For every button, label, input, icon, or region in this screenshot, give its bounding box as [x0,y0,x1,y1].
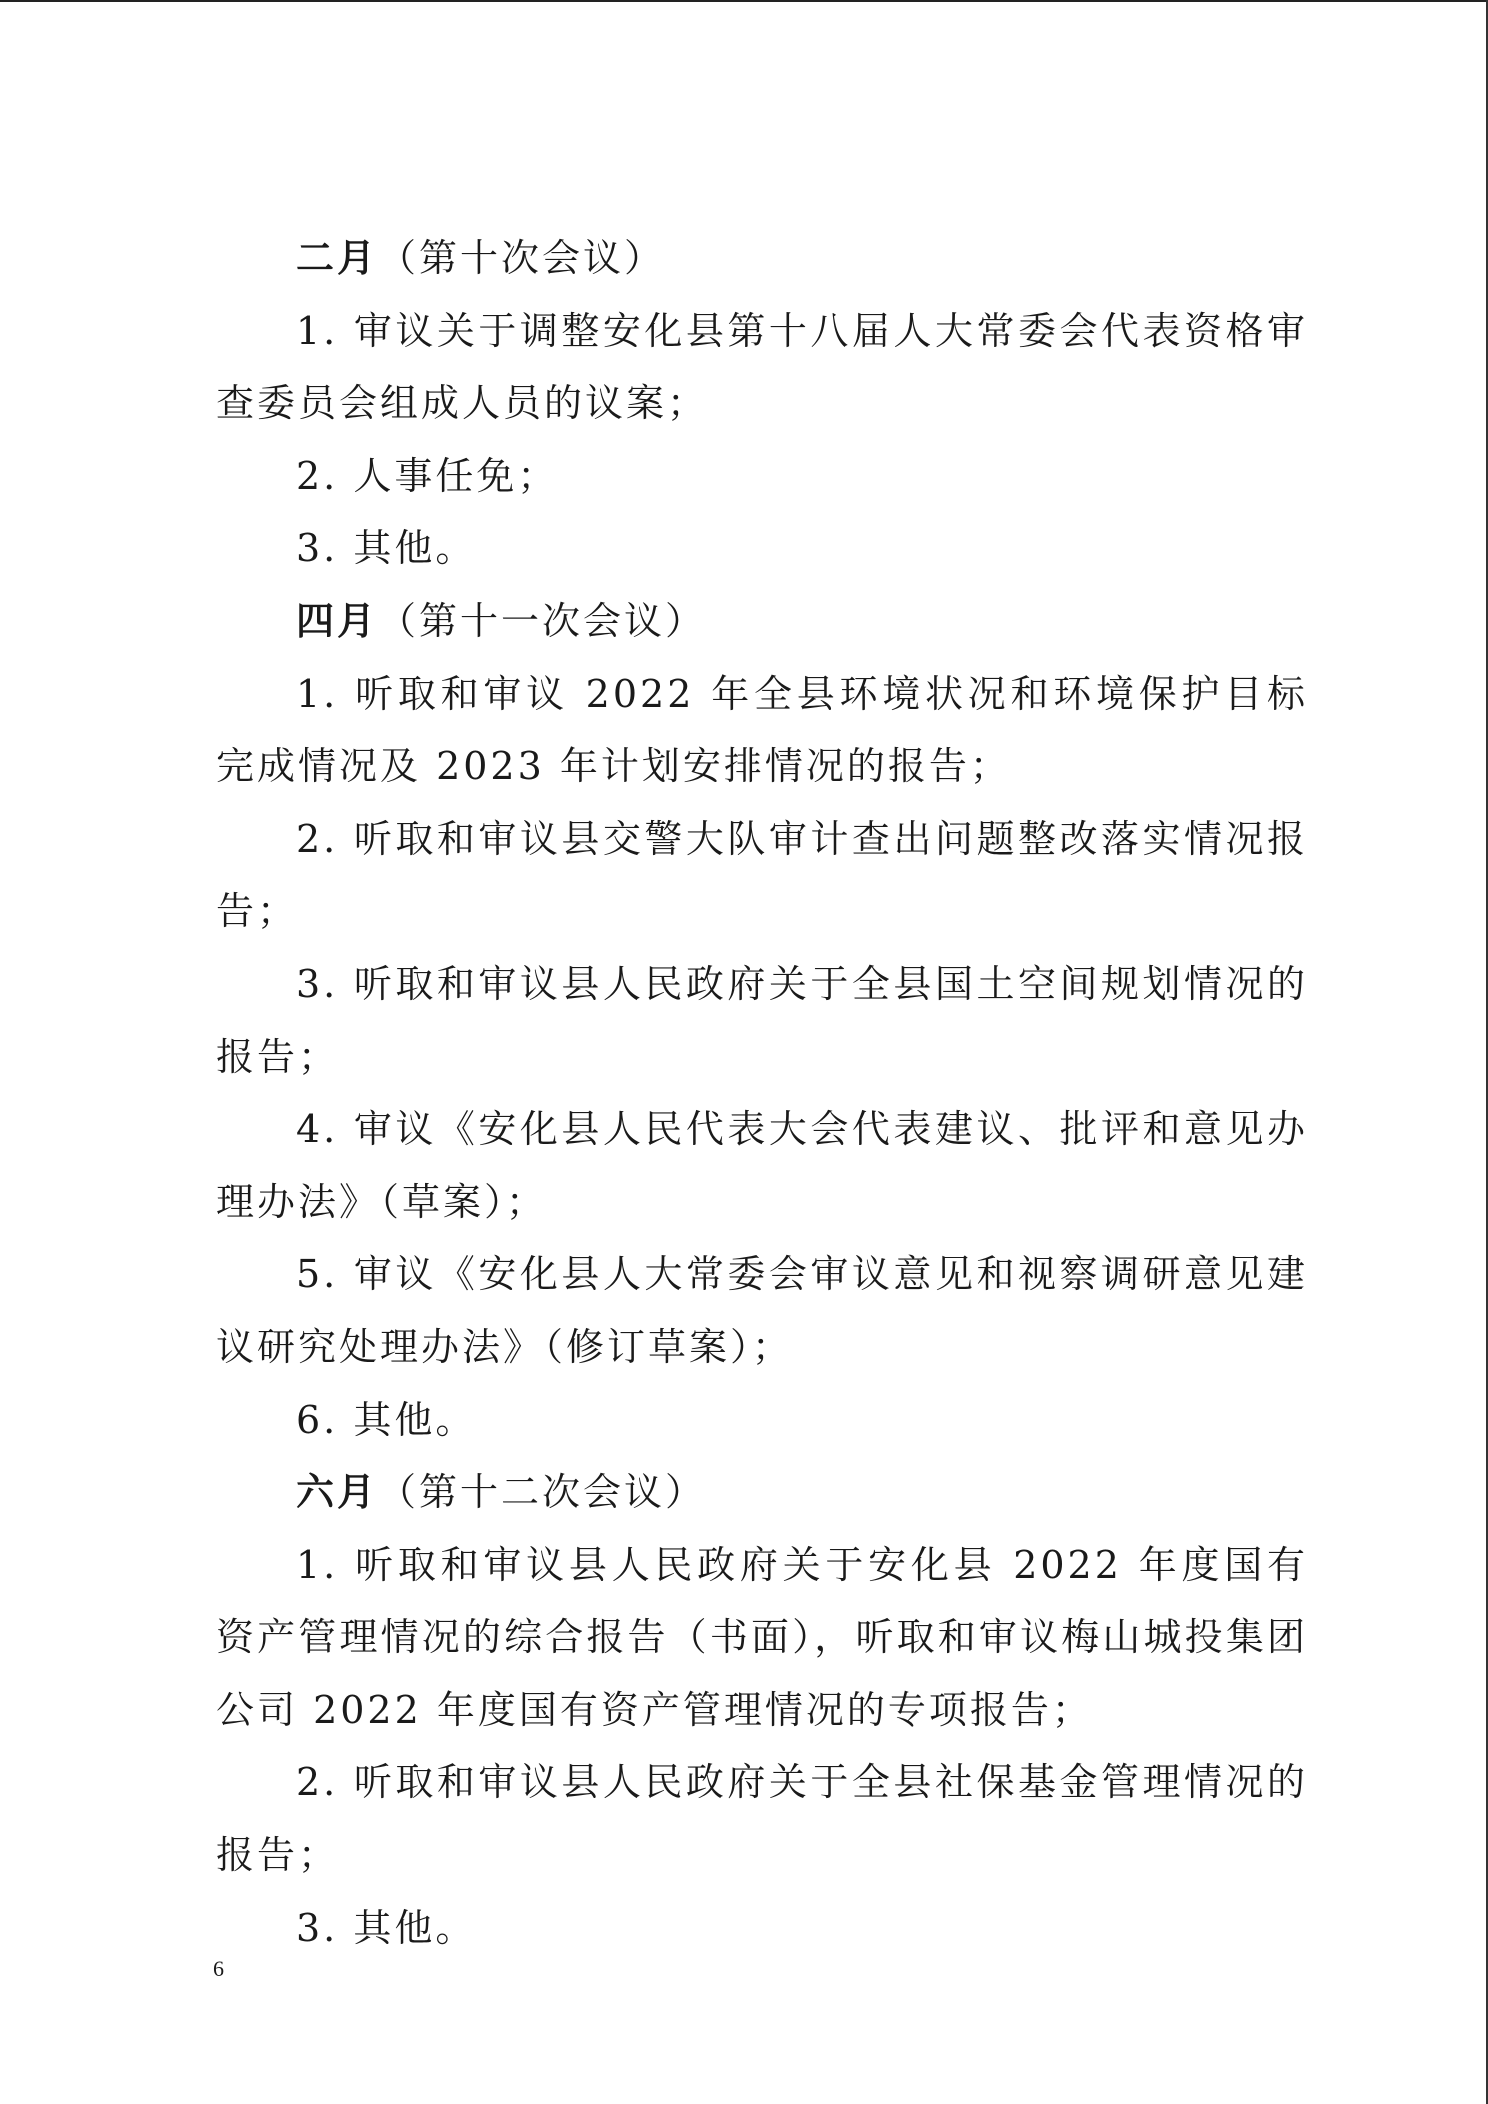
agenda-item: 5. 审议《安化县人大常委会审议意见和视察调研意见建议研究处理办法》（修订草案）； [216,1252,1308,1369]
agenda-item: 2. 听取和审议县人民政府关于全县社保基金管理情况的报告； [216,1760,1308,1878]
section-heading-april [216,585,1308,658]
agenda-item: 4. 审议《安化县人民代表大会代表建议、批评和意见办理办法》（草案）； [216,1107,1308,1224]
section-heading-february [216,222,1308,295]
section-heading-june [216,1456,1308,1529]
meeting-label: （第十次会议） [378,236,666,280]
month-label: 六月 [296,1469,379,1515]
agenda-item: 3. 其他。 [296,526,477,571]
month-label: 四月 [296,597,379,643]
agenda-item: 3. 其他。 [296,1905,477,1950]
agenda-item: 1. 审议关于调整安化县第十八届人大常委会代表资格审查委员会组成人员的议案； [216,308,1308,426]
agenda-item: 1. 听取和审议 2022 年全县环境状况和环境保护目标完成情况及 2023 年计划安排情况的报告； [216,671,1308,789]
agenda-item: 6. 其他。 [296,1397,477,1442]
page-top-border [0,0,1488,2]
meeting-label: （第十二次会议） [378,1470,707,1515]
document-body [216,222,1308,1964]
agenda-item: 1. 听取和审议县人民政府关于安化县 2022 年度国有资产管理情况的综合报告（书面），听取和审议梅山城投集团公司 2022 年度国有资产管理情况的专项报告； [216,1542,1308,1732]
agenda-item: 3. 听取和审议县人民政府关于全县国土空间规划情况的报告； [216,961,1308,1079]
agenda-item: 2. 听取和审议县交警大队审计查出问题整改落实情况报告； [216,816,1308,934]
agenda-item: 2. 人事任免； [296,453,559,498]
month-label: 二月 [296,235,379,280]
page-number: 6 [213,1956,224,1981]
meeting-label: （第十一次会议） [378,598,707,643]
